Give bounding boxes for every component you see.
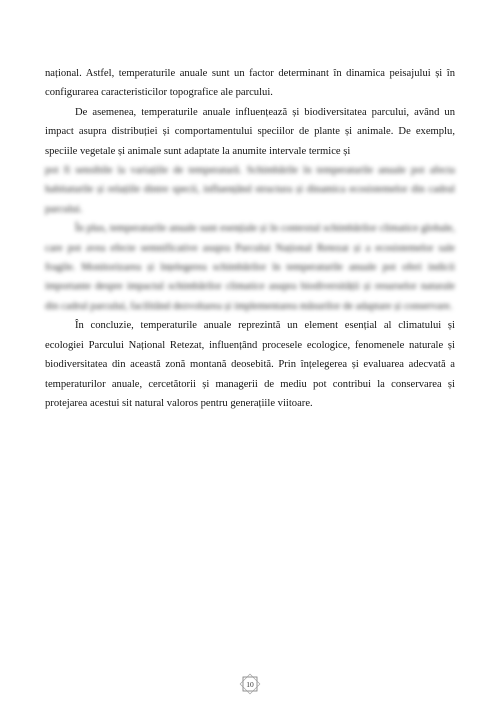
paragraph-3-blurred: pot fi sensibile la variațiile de temperatură. Schimbările în temperaturile anuale pot afecta habitaturile și relațiile dintre specii, influențând structura și dinamica ecosistemelor din cadrul parcului.	[45, 165, 455, 215]
body-text	[45, 64, 455, 413]
paragraph-4-blurred: În plus, temperaturile anuale sunt esențiale și în contextul schimbărilor climatice globale, care pot avea efecte semnificative asupra Parcului Național Retezat și a ecosistemelor sale fragile. Monitorizarea și înțelegerea schimbărilor în temperaturile anuale pot oferi indicii importante despre impactul schimbărilor climatice asupra biodiversității și resurselor naturale din cadrul parcului, facilitând dezvoltarea și implementarea măsurilor de adaptare și conservare.	[45, 223, 455, 312]
paragraph-5: În concluzie, temperaturile anuale reprezintă un element esențial al climatului și ecologiei Parcului Național Retezat, influențând procesele ecologice, fenomenele naturale și biodiversitatea din această zonă montană deosebită. Prin înțelegerea și evaluarea adecvată a temperaturilor anuale, cercetătorii și managerii de mediu pot contribui la conservarea și protejarea acestui sit natural valoros pentru generațiile viitoare.	[45, 320, 455, 409]
paragraph-2: De asemenea, temperaturile anuale influențează și biodiversitatea parcului, având un impact asupra distribuției și comportamentului speciilor de plante și animale. De exemplu, speciile vegetale și animale sunt adaptate la anumite intervale termice și	[45, 106, 455, 157]
page-number: 10	[246, 679, 254, 689]
page-number-box	[239, 673, 261, 695]
paragraph-1: național. Astfel, temperaturile anuale sunt un factor determinant în dinamica peisajului și în configurarea caracteristicilor topografice ale parcului.	[45, 68, 455, 99]
